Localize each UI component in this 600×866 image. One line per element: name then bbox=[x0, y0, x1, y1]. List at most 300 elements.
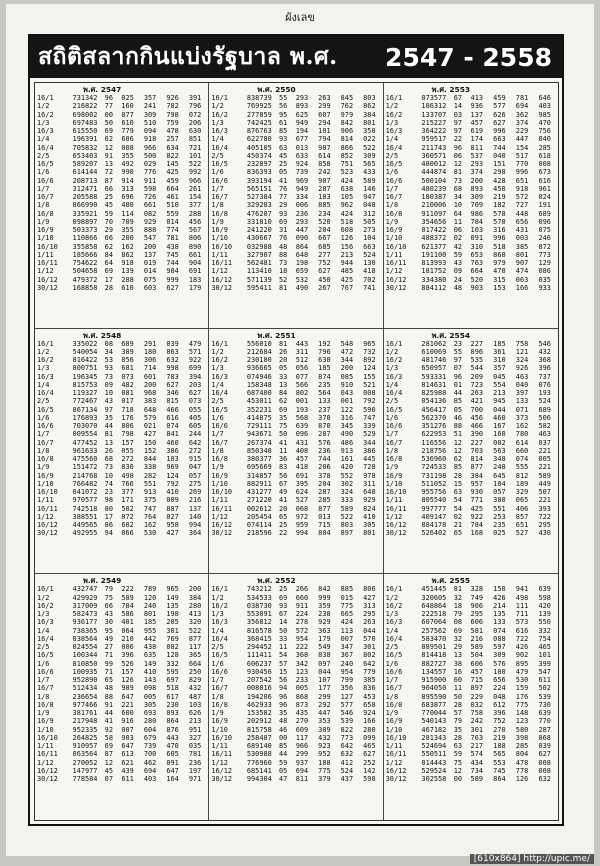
first-prize-cell: 687400 bbox=[246, 389, 272, 398]
number-cell: 85 bbox=[279, 742, 288, 751]
number-cell: 191 bbox=[538, 201, 551, 210]
first-prize-cell: 742425 bbox=[246, 118, 272, 127]
number-cell: 990 bbox=[121, 168, 134, 177]
number-cell: 564 bbox=[318, 389, 331, 398]
number-cell: 117 bbox=[295, 733, 309, 742]
number-cell: 23 bbox=[453, 339, 463, 348]
number-cell: 233 bbox=[295, 676, 309, 685]
draw-date-cell: 2/5 bbox=[385, 397, 399, 406]
number-cell: 77 bbox=[104, 102, 113, 111]
table-row bbox=[37, 267, 206, 275]
number-cell: 124 bbox=[363, 364, 376, 373]
draw-date-cell: 16/1 bbox=[385, 585, 403, 594]
number-cell: 572 bbox=[295, 626, 309, 635]
number-cell: 55 bbox=[453, 347, 463, 356]
number-cell: 605 bbox=[188, 422, 202, 431]
first-prize-cell: 582473 bbox=[72, 610, 98, 619]
draw-date-cell: 2/5 bbox=[37, 643, 50, 652]
number-cell: 69 bbox=[104, 127, 113, 135]
number-cell: 126 bbox=[515, 775, 529, 784]
number-cell: 27 bbox=[104, 643, 113, 652]
number-cell: 098 bbox=[143, 684, 157, 693]
table-row bbox=[37, 529, 206, 537]
first-prize-cell: 930456 bbox=[246, 667, 272, 676]
table-row bbox=[211, 660, 380, 668]
number-cell: 295 bbox=[363, 610, 376, 619]
number-cell: 213 bbox=[340, 250, 354, 259]
number-cell: 75 bbox=[279, 422, 288, 431]
number-cell: 370 bbox=[318, 413, 331, 422]
table-row bbox=[37, 767, 206, 775]
number-cell: 589 bbox=[121, 593, 134, 602]
first-prize-cell: 695669 bbox=[246, 463, 272, 472]
number-cell: 154 bbox=[188, 193, 202, 201]
number-cell: 367 bbox=[340, 651, 354, 660]
number-cell: 28 bbox=[453, 471, 463, 480]
number-cell: 235 bbox=[318, 380, 331, 389]
number-cell: 17 bbox=[104, 275, 113, 284]
number-cell: 62 bbox=[104, 135, 113, 144]
number-cell: 929 bbox=[318, 618, 331, 627]
number-cell: 618 bbox=[538, 151, 551, 160]
draw-date-cell: 16/5 bbox=[211, 405, 228, 414]
number-cell: 217 bbox=[470, 742, 483, 751]
first-prize-cell: 526402 bbox=[421, 529, 447, 538]
number-cell: 09 bbox=[453, 267, 463, 276]
first-prize-cell: 882727 bbox=[421, 659, 447, 668]
number-cell: 955 bbox=[143, 626, 157, 635]
first-prize-cell: 477452 bbox=[72, 438, 98, 447]
number-cell: 549 bbox=[318, 643, 331, 652]
draw-date-cell: 16/10 bbox=[211, 733, 233, 742]
table-row bbox=[37, 521, 206, 529]
table-row bbox=[37, 276, 206, 284]
year-panel-title: พ.ศ. 2548 bbox=[83, 330, 122, 340]
table-row bbox=[37, 447, 206, 455]
number-cell: 221 bbox=[538, 496, 551, 505]
first-prize-cell: 622953 bbox=[421, 430, 447, 439]
table-row bbox=[211, 127, 380, 135]
draw-date-cell: 16/1 bbox=[385, 339, 403, 348]
number-cell: 789 bbox=[143, 585, 157, 594]
number-cell: 799 bbox=[340, 676, 354, 685]
number-cell: 694 bbox=[295, 766, 309, 775]
number-cell: 456 bbox=[470, 413, 483, 422]
table-row bbox=[211, 529, 380, 537]
number-cell: 864 bbox=[493, 775, 506, 784]
draw-date-cell: 16/6 bbox=[37, 667, 54, 676]
number-cell: 65 bbox=[104, 676, 113, 685]
number-cell: 877 bbox=[318, 504, 331, 513]
number-cell: 123 bbox=[295, 667, 309, 676]
first-prize-cell: 430667 bbox=[246, 234, 272, 243]
number-cell: 056 bbox=[121, 356, 134, 365]
number-cell: 143 bbox=[143, 676, 157, 685]
number-cell: 427 bbox=[166, 529, 179, 538]
number-cell: 763 bbox=[470, 259, 483, 267]
number-cell: 013 bbox=[318, 512, 331, 521]
draw-date-cell: 16/3 bbox=[385, 372, 403, 381]
number-cell: 803 bbox=[363, 94, 376, 102]
number-cell: 97 bbox=[104, 405, 113, 414]
table-row bbox=[37, 94, 206, 102]
number-cell: 242 bbox=[470, 717, 483, 726]
table-row bbox=[211, 243, 380, 251]
draw-date-cell: 16/9 bbox=[385, 717, 403, 726]
number-cell: 539 bbox=[340, 717, 354, 726]
number-cell: 272 bbox=[121, 455, 134, 464]
year-panel-title: พ.ศ. 2555 bbox=[431, 576, 470, 586]
table-row bbox=[386, 463, 556, 471]
table-row bbox=[37, 742, 206, 750]
number-cell: 842 bbox=[318, 585, 331, 594]
number-cell: 204 bbox=[318, 226, 331, 234]
number-cell: 07 bbox=[453, 364, 463, 373]
table-row bbox=[386, 243, 556, 251]
number-cell: 037 bbox=[538, 438, 551, 447]
number-cell: 427 bbox=[363, 593, 376, 602]
number-cell: 263 bbox=[363, 618, 376, 627]
number-cell: 985 bbox=[538, 110, 551, 119]
number-cell: 437 bbox=[340, 775, 354, 784]
number-cell: 590 bbox=[363, 405, 376, 414]
number-cell: 69 bbox=[279, 217, 288, 226]
number-cell: 154 bbox=[515, 143, 529, 152]
first-prize-cell: 351276 bbox=[421, 422, 447, 431]
draw-date-cell: 1/10 bbox=[385, 479, 403, 488]
number-cell: 072 bbox=[121, 512, 134, 521]
first-prize-cell: 653403 bbox=[72, 151, 98, 160]
number-cell: 192 bbox=[318, 339, 331, 348]
number-cell: 806 bbox=[188, 234, 202, 243]
number-cell: 892 bbox=[363, 356, 376, 365]
number-cell: 510 bbox=[166, 201, 179, 210]
year-panel-title: พ.ศ. 2547 bbox=[83, 85, 122, 94]
number-cell: 139 bbox=[538, 610, 551, 619]
number-cell: 876 bbox=[166, 725, 179, 734]
number-cell: 605 bbox=[166, 750, 179, 759]
draw-date-cell: 16/6 bbox=[385, 667, 403, 676]
table-row bbox=[37, 734, 206, 742]
number-cell: 410 bbox=[363, 512, 376, 521]
number-cell: 096 bbox=[295, 430, 309, 439]
first-prize-cell: 683877 bbox=[421, 700, 447, 709]
number-cell: 162 bbox=[121, 242, 134, 251]
number-cell: 450 bbox=[318, 275, 331, 284]
number-cell: 893 bbox=[295, 102, 309, 111]
number-cell: 539 bbox=[538, 692, 551, 701]
number-cell: 14 bbox=[279, 618, 288, 627]
number-cell: 074 bbox=[515, 455, 529, 464]
number-cell: 69 bbox=[279, 593, 288, 602]
number-cell: 512 bbox=[295, 356, 309, 365]
number-cell: 608 bbox=[340, 226, 354, 234]
number-cell: 479 bbox=[188, 339, 202, 348]
table-row bbox=[211, 676, 380, 684]
number-cell: 171 bbox=[121, 496, 134, 505]
draw-date-cell: 30/12 bbox=[211, 529, 233, 538]
first-prize-cell: 151472 bbox=[72, 463, 98, 472]
number-cell: 61 bbox=[279, 118, 288, 127]
number-cell: 530 bbox=[515, 676, 529, 685]
draw-date-cell: 1/4 bbox=[211, 380, 224, 389]
number-cell: 600 bbox=[121, 709, 134, 718]
first-prize-cell: 335921 bbox=[72, 209, 98, 218]
number-cell: 438 bbox=[166, 242, 179, 251]
number-cell: 295 bbox=[470, 610, 483, 619]
first-prize-cell: 185666 bbox=[72, 250, 98, 259]
number-cell: 05 bbox=[279, 364, 288, 373]
number-cell: 328 bbox=[470, 585, 483, 594]
number-cell: 133 bbox=[515, 397, 529, 406]
year-panel-title: พ.ศ. 2549 bbox=[83, 576, 122, 586]
number-cell: 658 bbox=[363, 700, 376, 709]
number-cell: 216 bbox=[188, 496, 202, 505]
first-prize-cell: 267374 bbox=[246, 438, 272, 447]
number-cell: 329 bbox=[515, 488, 529, 497]
table-row bbox=[386, 660, 556, 668]
number-cell: 87 bbox=[104, 176, 113, 185]
number-cell: 722 bbox=[538, 512, 551, 521]
number-cell: 63 bbox=[453, 742, 463, 751]
number-cell: 633 bbox=[295, 151, 309, 160]
number-cell: 378 bbox=[318, 471, 331, 480]
number-cell: 918 bbox=[143, 135, 157, 144]
number-cell: 185 bbox=[318, 364, 331, 373]
draw-date-cell: 16/9 bbox=[211, 471, 228, 480]
first-prize-cell: 360571 bbox=[421, 151, 447, 160]
number-cell: 949 bbox=[295, 118, 309, 127]
number-cell: 926 bbox=[515, 364, 529, 373]
number-cell: 12 bbox=[104, 758, 113, 767]
table-row bbox=[37, 463, 206, 471]
number-cell: 36 bbox=[279, 455, 288, 464]
number-cell: 520 bbox=[470, 275, 483, 284]
number-cell: 480 bbox=[121, 201, 134, 210]
number-cell: 427 bbox=[143, 430, 157, 439]
table-row bbox=[386, 119, 556, 127]
number-cell: 362 bbox=[515, 110, 529, 119]
table-row bbox=[386, 455, 556, 463]
number-cell: 741 bbox=[363, 283, 376, 292]
draw-date-cell: 1/2 bbox=[211, 102, 224, 111]
number-cell: 15 bbox=[453, 479, 463, 488]
table-row bbox=[386, 144, 556, 152]
number-cell: 922 bbox=[470, 512, 483, 521]
first-prize-cell: 393194 bbox=[246, 176, 272, 185]
number-cell: 642 bbox=[188, 438, 202, 447]
draw-date-cell: 1/10 bbox=[385, 725, 403, 734]
number-cell: 968 bbox=[143, 389, 157, 398]
number-cell: 12 bbox=[453, 766, 463, 775]
number-cell: 179 bbox=[188, 283, 202, 292]
number-cell: 230 bbox=[166, 700, 179, 709]
number-cell: 589 bbox=[363, 176, 376, 185]
draw-date-cell: 16/6 bbox=[211, 422, 228, 431]
number-cell: 221 bbox=[538, 446, 551, 455]
draw-date-cell: 2/5 bbox=[385, 151, 399, 160]
first-prize-cell: 703070 bbox=[72, 422, 98, 431]
number-cell: 180 bbox=[493, 667, 506, 676]
number-cell: 721 bbox=[188, 143, 202, 152]
draw-date-cell: 1/12 bbox=[37, 512, 54, 521]
table-row bbox=[37, 627, 206, 635]
draw-date-cell: 1/6 bbox=[385, 168, 399, 177]
magazine-page bbox=[6, 4, 594, 856]
number-cell: 25 bbox=[279, 160, 288, 168]
first-prize-cell: 074946 bbox=[246, 372, 272, 381]
year-panel bbox=[35, 83, 209, 329]
draw-date-cell: 1/12 bbox=[37, 758, 54, 767]
number-cell: 576 bbox=[318, 438, 331, 447]
number-cell: 550 bbox=[538, 618, 551, 627]
draw-date-cell: 16/12 bbox=[37, 275, 58, 284]
number-cell: 547 bbox=[538, 667, 551, 676]
number-cell: 630 bbox=[188, 127, 202, 135]
number-cell: 02 bbox=[453, 234, 463, 243]
number-cell: 149 bbox=[166, 593, 179, 602]
number-cell: 947 bbox=[363, 193, 376, 201]
first-prize-cell: 230180 bbox=[246, 356, 272, 365]
number-cell: 776 bbox=[143, 168, 157, 177]
first-prize-cell: 329283 bbox=[246, 201, 272, 210]
draw-date-cell: 16/6 bbox=[385, 176, 403, 185]
number-cell: 66 bbox=[104, 234, 113, 243]
number-cell: 287 bbox=[318, 430, 331, 439]
number-cell: 769 bbox=[166, 634, 179, 643]
number-cell: 801 bbox=[363, 118, 376, 127]
number-cell: 613 bbox=[121, 750, 134, 759]
table-row bbox=[37, 193, 206, 201]
number-cell: 269 bbox=[188, 488, 202, 497]
table-row bbox=[37, 643, 206, 651]
number-cell: 747 bbox=[143, 504, 157, 513]
number-cell: 350 bbox=[363, 127, 376, 135]
number-cell: 073 bbox=[188, 397, 202, 406]
first-prize-cell: 583470 bbox=[421, 634, 447, 643]
table-row bbox=[37, 480, 206, 488]
draw-date-cell: 16/5 bbox=[37, 405, 54, 414]
number-cell: 413 bbox=[470, 94, 483, 102]
first-prize-cell: 882911 bbox=[246, 479, 272, 488]
number-cell: 07 bbox=[104, 775, 113, 784]
number-cell: 96 bbox=[453, 372, 463, 381]
number-cell: 43 bbox=[453, 259, 463, 267]
number-cell: 885 bbox=[340, 585, 354, 594]
number-cell: 114 bbox=[121, 209, 134, 218]
number-cell: 094 bbox=[143, 127, 157, 135]
number-cell: 804 bbox=[318, 529, 331, 538]
number-cell: 877 bbox=[470, 463, 483, 472]
first-prize-cell: 565151 bbox=[246, 184, 272, 193]
number-cell: 453 bbox=[363, 692, 376, 701]
table-row bbox=[386, 389, 556, 397]
results-table bbox=[37, 94, 206, 292]
number-cell: 918 bbox=[515, 184, 529, 193]
number-cell: 309 bbox=[143, 110, 157, 119]
first-prize-cell: 650957 bbox=[421, 364, 447, 373]
number-cell: 162 bbox=[515, 422, 529, 431]
number-cell: 88 bbox=[453, 422, 463, 431]
number-cell: 447 bbox=[295, 226, 309, 234]
table-row bbox=[37, 406, 206, 414]
year-panel bbox=[35, 329, 209, 575]
draw-date-cell: 1/7 bbox=[211, 430, 224, 439]
first-prize-cell: 911097 bbox=[421, 209, 447, 218]
number-cell: 15 bbox=[279, 667, 288, 676]
number-cell: 379 bbox=[318, 775, 331, 784]
draw-date-cell: 16/11 bbox=[385, 504, 407, 513]
number-cell: 23 bbox=[104, 488, 113, 497]
number-cell: 066 bbox=[121, 529, 134, 538]
first-prize-cell: 867134 bbox=[72, 405, 98, 414]
number-cell: 936 bbox=[470, 102, 483, 111]
draw-date-cell: 16/8 bbox=[211, 209, 228, 218]
draw-date-cell: 1/12 bbox=[211, 512, 228, 521]
number-cell: 614 bbox=[318, 151, 331, 160]
first-prize-cell: 815753 bbox=[72, 380, 98, 389]
number-cell: 298 bbox=[493, 168, 506, 177]
number-cell: 466 bbox=[166, 405, 179, 414]
first-prize-cell: 354656 bbox=[421, 217, 447, 226]
first-prize-cell: 915900 bbox=[421, 676, 447, 685]
draw-date-cell: 1/10 bbox=[37, 479, 54, 488]
first-prize-cell: 876763 bbox=[246, 127, 272, 135]
number-cell: 06 bbox=[453, 151, 463, 160]
first-prize-cell: 194206 bbox=[246, 692, 272, 701]
number-cell: 811 bbox=[470, 143, 483, 152]
draw-date-cell: 1/7 bbox=[385, 430, 399, 439]
number-cell: 434 bbox=[470, 758, 483, 767]
first-prize-cell: 778584 bbox=[72, 775, 98, 784]
first-prize-cell: 731198 bbox=[421, 471, 447, 480]
number-cell: 103 bbox=[470, 226, 483, 234]
first-prize-cell: 729111 bbox=[246, 422, 272, 431]
first-prize-cell: 017422 bbox=[421, 226, 447, 234]
table-row bbox=[386, 643, 556, 651]
number-cell: 602 bbox=[121, 521, 134, 530]
first-prize-cell: 480239 bbox=[421, 184, 447, 193]
number-cell: 700 bbox=[470, 405, 483, 414]
number-cell: 447 bbox=[318, 709, 331, 718]
draw-date-cell: 30/12 bbox=[37, 529, 58, 538]
number-cell: 95 bbox=[104, 626, 113, 635]
draw-date-cell: 1/2 bbox=[385, 102, 399, 111]
number-cell: 140 bbox=[188, 512, 202, 521]
first-prize-cell: 553091 bbox=[246, 610, 272, 619]
first-prize-cell: 550511 bbox=[421, 750, 447, 759]
number-cell: 87 bbox=[104, 750, 113, 759]
number-cell: 159 bbox=[515, 684, 529, 693]
number-cell: 576 bbox=[493, 659, 506, 668]
number-cell: 368 bbox=[538, 356, 551, 365]
number-cell: 86 bbox=[104, 521, 113, 530]
number-cell: 432 bbox=[318, 733, 331, 742]
table-row bbox=[37, 259, 206, 267]
number-cell: 857 bbox=[515, 512, 529, 521]
number-cell: 278 bbox=[295, 618, 309, 627]
number-cell: 48 bbox=[104, 684, 113, 693]
draw-date-cell: 16/7 bbox=[211, 193, 228, 201]
number-cell: 167 bbox=[493, 422, 506, 431]
number-cell: 021 bbox=[143, 422, 157, 431]
number-cell: 814 bbox=[340, 135, 354, 144]
draw-date-cell: 16/2 bbox=[385, 601, 403, 610]
number-cell: 604 bbox=[143, 725, 157, 734]
number-cell: 309 bbox=[493, 651, 506, 660]
first-prize-cell: 607064 bbox=[421, 618, 447, 627]
first-prize-cell: 689140 bbox=[246, 742, 272, 751]
